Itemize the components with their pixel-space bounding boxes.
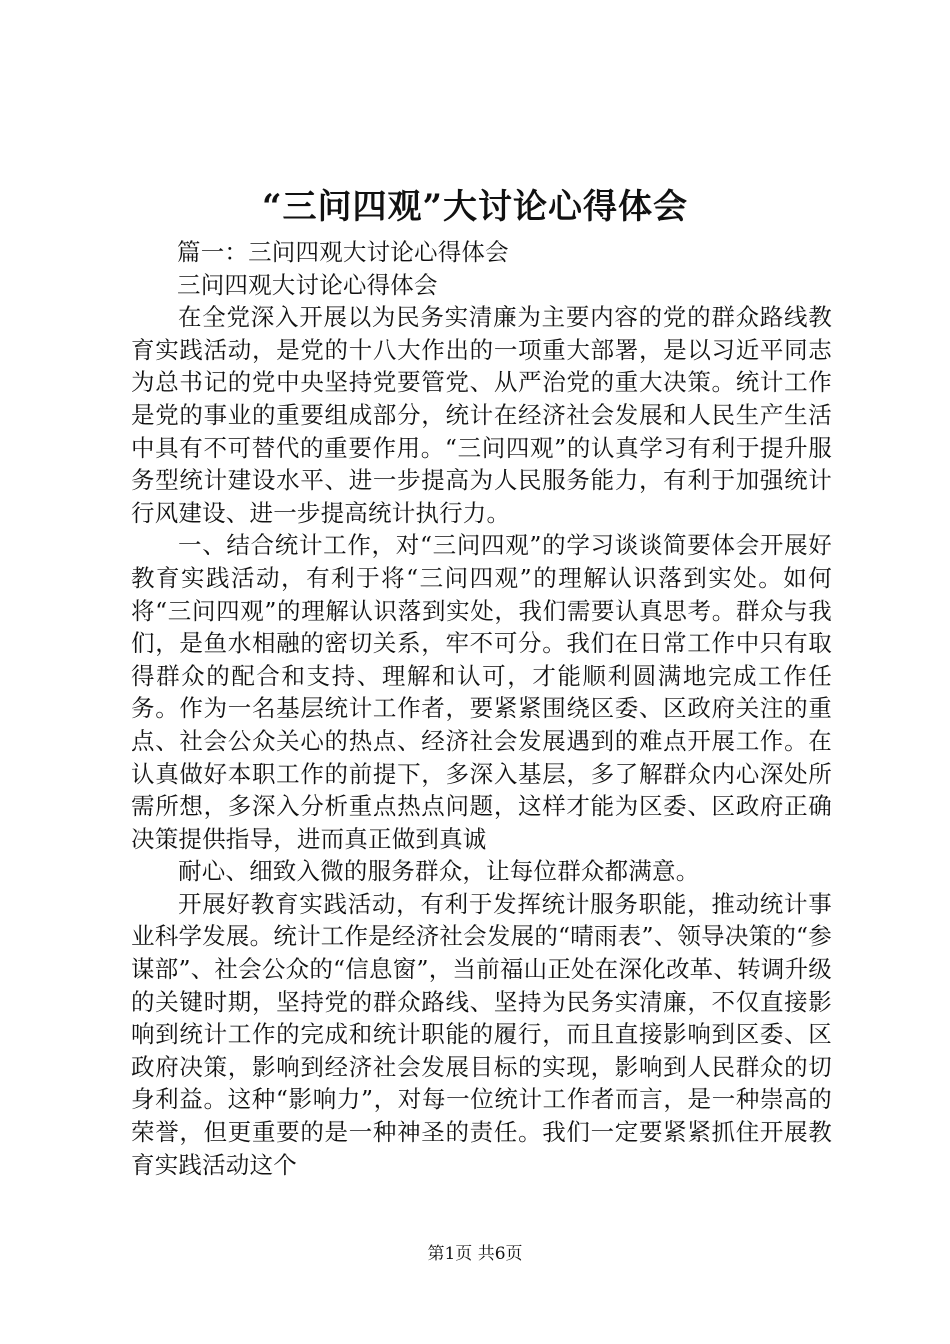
paragraph-section-one: 一、结合统计工作，对“三问四观”的学习谈谈简要体会开展好教育实践活动，有利于将“三问四观”的理解认识落到实处。如何将“三问四观”的理解认识落到实处，我们需要认真思考。群众与我们，是鱼水相融的密切关系，牢不可分。我们在日常工作中只有取得群众的配合和支持、理解和认可，才能顺利圆满地完成工作任务。作为一名基层统计工作者，要紧紧围绕区委、区政府关注的重点、社会公众关心的热点、经济社会发展遇到的难点开展工作。在认真做好本职工作的前提下，多深入基层，多了解群众内心深处所需所想，多深入分析重点热点问题，这样才能为区委、区政府正确决策提供指导，进而真正做到真诚 [131, 531, 832, 853]
section-heading: 篇一：三问四观大讨论心得体会 [177, 238, 509, 266]
paragraph-statistics-service: 开展好教育实践活动，有利于发挥统计服务职能，推动统计事业科学发展。统计工作是经济社会发展的“晴雨表”、领导决策的“参谋部”、社会公众的“信息窗”，当前福山正处在深化改革、转调升级的关键时期，坚持党的群众路线、坚持为民务实清廉，不仅直接影响到统计工作的完成和统计职能的履行，而且直接影响到区委、区政府决策，影响到经济社会发展目标的实现，影响到人民群众的切身利益。这种“影响力”，对每一位统计工作者而言，是一种崇高的荣誉，但更重要的是一种神圣的责任。我们一定要紧紧抓住开展教育实践活动这个 [131, 889, 832, 1179]
document-title: “三问四观”大讨论心得体会 [261, 187, 689, 227]
article-heading: 三问四观大讨论心得体会 [177, 270, 438, 299]
paragraph-intro: 在全党深入开展以为民务实清廉为主要内容的党的群众路线教育实践活动，是党的十八大作出的一项重大部署，是以习近平同志为总书记的党中央坚持党要管党、从严治党的重大决策。统计工作是党的事业的重要组成部分，统计在经济社会发展和人民生产生活中具有不可替代的重要作用。“三问四观”的认真学习有利于提升服务型统计建设水平、进一步提高为人民服务能力，有利于加强统计行风建设、进一步提高统计执行力。 [131, 303, 832, 527]
document-body [131, 236, 832, 1181]
page-number: 第1页 共6页 [427, 1244, 523, 1264]
paragraph-continuation: 耐心、细致入微的服务群众，让每位群众都满意。 [178, 857, 700, 886]
